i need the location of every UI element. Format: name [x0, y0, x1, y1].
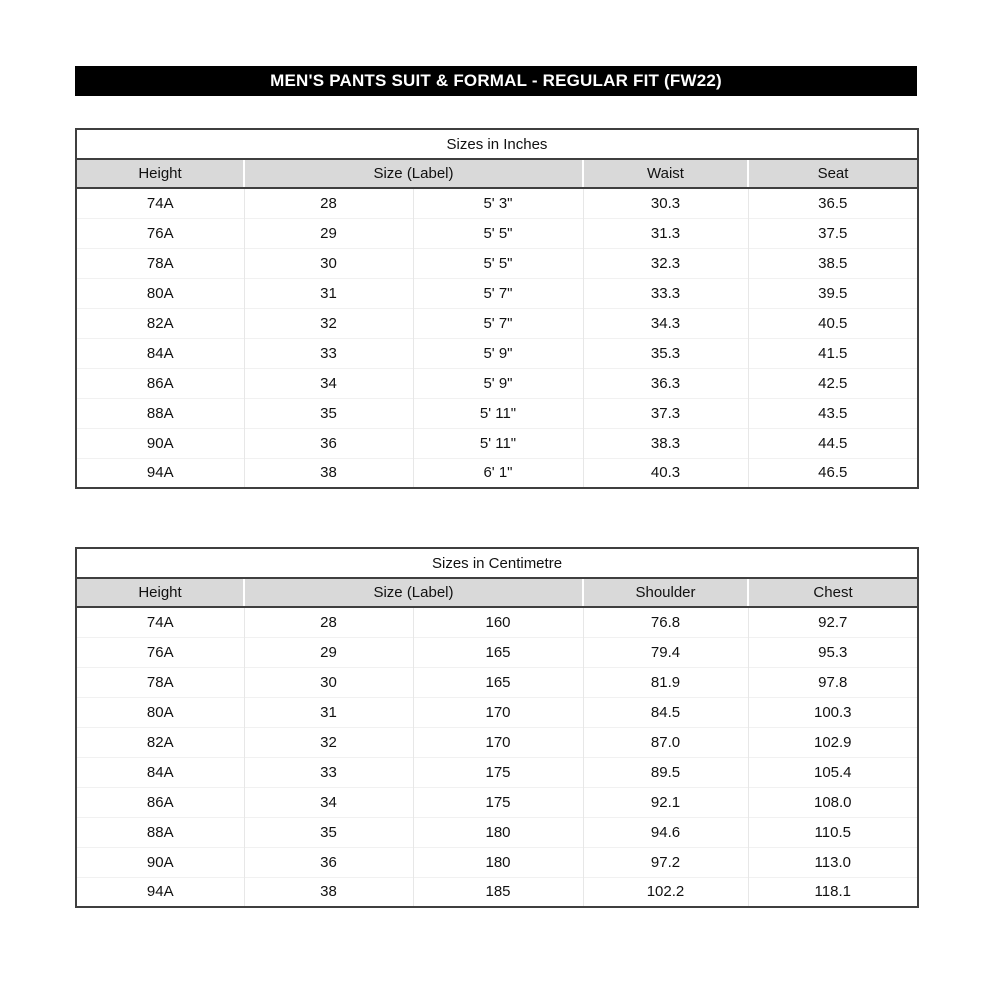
table-row — [76, 458, 918, 488]
table-cell: 31.3 — [583, 218, 748, 248]
table-row — [76, 847, 918, 877]
table-cell: 5' 9" — [413, 338, 583, 368]
table-cell: 82A — [76, 308, 244, 338]
table-cell: 86A — [76, 787, 244, 817]
table-header-row — [76, 578, 918, 607]
table-cell: 79.4 — [583, 637, 748, 667]
table-cell: 84A — [76, 338, 244, 368]
inches-table-body — [76, 188, 918, 488]
table-cell: 165 — [413, 637, 583, 667]
table-cell: 38 — [244, 458, 413, 488]
table-cell: 28 — [244, 607, 413, 637]
table-cell: 35 — [244, 398, 413, 428]
table-cell: 82A — [76, 727, 244, 757]
column-header-chest: Chest — [748, 578, 918, 607]
table-cell: 40.3 — [583, 458, 748, 488]
table-cell: 84A — [76, 757, 244, 787]
table-cell: 39.5 — [748, 278, 918, 308]
table-cell: 35 — [244, 817, 413, 847]
table-cell: 78A — [76, 667, 244, 697]
table-cell: 180 — [413, 847, 583, 877]
table-cell: 34 — [244, 787, 413, 817]
table-cell: 6' 1" — [413, 458, 583, 488]
table-cell: 76A — [76, 637, 244, 667]
table-cell: 33.3 — [583, 278, 748, 308]
table-cell: 32 — [244, 308, 413, 338]
table-cell: 170 — [413, 727, 583, 757]
table-cell: 175 — [413, 787, 583, 817]
table-cell: 30 — [244, 248, 413, 278]
table-cell: 118.1 — [748, 877, 918, 907]
table-cell: 37.3 — [583, 398, 748, 428]
table-row — [76, 667, 918, 697]
table-cell: 78A — [76, 248, 244, 278]
table-cell: 88A — [76, 817, 244, 847]
table-row — [76, 817, 918, 847]
column-header-shoulder: Shoulder — [583, 578, 748, 607]
table-cell: 76A — [76, 218, 244, 248]
table-cell: 102.2 — [583, 877, 748, 907]
table-cell: 102.9 — [748, 727, 918, 757]
table-cell: 30.3 — [583, 188, 748, 218]
table-row — [76, 607, 918, 637]
table-header-row — [76, 159, 918, 188]
table-cell: 92.7 — [748, 607, 918, 637]
table-cell: 38 — [244, 877, 413, 907]
table-cell: 175 — [413, 757, 583, 787]
table-row — [76, 308, 918, 338]
column-header-height: Height — [76, 159, 244, 188]
table-cell: 97.8 — [748, 667, 918, 697]
table-cell: 86A — [76, 368, 244, 398]
table-row — [76, 218, 918, 248]
table-cell: 110.5 — [748, 817, 918, 847]
table-cell: 34.3 — [583, 308, 748, 338]
table-cell: 5' 11" — [413, 398, 583, 428]
table-caption: Sizes in Inches — [76, 129, 918, 159]
table-cell: 5' 5" — [413, 248, 583, 278]
table-cell: 97.2 — [583, 847, 748, 877]
table-caption-row — [76, 129, 918, 159]
table-cell: 5' 5" — [413, 218, 583, 248]
table-cell: 100.3 — [748, 697, 918, 727]
table-cell: 108.0 — [748, 787, 918, 817]
table-cell: 94A — [76, 458, 244, 488]
table-cell: 5' 9" — [413, 368, 583, 398]
centimetre-table — [75, 547, 919, 908]
centimetre-table-body — [76, 607, 918, 907]
table-cell: 29 — [244, 637, 413, 667]
inches-table — [75, 128, 919, 489]
table-row — [76, 248, 918, 278]
table-cell: 30 — [244, 667, 413, 697]
chart-title-bar: MEN'S PANTS SUIT & FORMAL - REGULAR FIT (FW22) — [75, 66, 917, 96]
table-cell: 34 — [244, 368, 413, 398]
table-cell: 74A — [146, 613, 174, 631]
table-cell: 80A — [76, 697, 244, 727]
table-cell: 29 — [244, 218, 413, 248]
table-row — [76, 338, 918, 368]
table-cell: 90A — [76, 428, 244, 458]
table-cell: 31 — [244, 697, 413, 727]
table-row — [76, 428, 918, 458]
size-chart-sheet — [75, 66, 917, 908]
table-row — [76, 757, 918, 787]
table-cell: 44.5 — [748, 428, 918, 458]
table-cell: 95.3 — [748, 637, 918, 667]
table-cell: 94.6 — [583, 817, 748, 847]
table-cell: 41.5 — [748, 338, 918, 368]
table-row — [76, 697, 918, 727]
table-cell: 31 — [244, 278, 413, 308]
table-cell: 165 — [413, 667, 583, 697]
column-header-seat: Seat — [748, 159, 918, 188]
table-cell: 80A — [76, 278, 244, 308]
table-cell: 32.3 — [583, 248, 748, 278]
table-cell: 5' 7" — [413, 278, 583, 308]
table-caption-row — [76, 548, 918, 578]
table-cell: 36.5 — [748, 188, 918, 218]
table-cell: 32 — [244, 727, 413, 757]
table-cell: 42.5 — [748, 368, 918, 398]
table-cell: 160 — [413, 607, 583, 637]
table-cell: 185 — [413, 877, 583, 907]
table-cell: 46.5 — [748, 458, 918, 488]
table-cell: 36 — [244, 847, 413, 877]
column-header-height: Height — [76, 578, 244, 607]
table-caption: Sizes in Centimetre — [76, 548, 918, 578]
table-cell: 88A — [76, 398, 244, 428]
table-cell: 89.5 — [583, 757, 748, 787]
table-cell: 170 — [413, 697, 583, 727]
table-row — [76, 877, 918, 907]
table-cell: 38.5 — [748, 248, 918, 278]
table-cell: 94A — [76, 877, 244, 907]
table-cell: 74A — [146, 194, 174, 212]
table-row — [76, 787, 918, 817]
table-cell: 33 — [244, 338, 413, 368]
table-cell: 40.5 — [748, 308, 918, 338]
table-cell: 5' 3" — [413, 188, 583, 218]
column-header-waist: Waist — [583, 159, 748, 188]
table-cell: 43.5 — [748, 398, 918, 428]
table-cell: 76.8 — [583, 607, 748, 637]
table-row — [76, 398, 918, 428]
table-cell: 113.0 — [748, 847, 918, 877]
table-cell: 28 — [244, 188, 413, 218]
table-cell: 84.5 — [583, 697, 748, 727]
table-cell: 90A — [76, 847, 244, 877]
column-header-size-label: Size (Label) — [244, 159, 583, 188]
table-row — [76, 637, 918, 667]
table-row — [76, 727, 918, 757]
table-row — [76, 188, 918, 218]
table-cell: 105.4 — [748, 757, 918, 787]
table-row — [76, 278, 918, 308]
table-cell: 5' 7" — [413, 308, 583, 338]
table-cell: 37.5 — [748, 218, 918, 248]
table-row — [76, 368, 918, 398]
table-cell: 180 — [413, 817, 583, 847]
table-cell: 87.0 — [583, 727, 748, 757]
table-cell: 5' 11" — [413, 428, 583, 458]
table-cell: 38.3 — [583, 428, 748, 458]
table-cell: 35.3 — [583, 338, 748, 368]
table-cell: 36 — [244, 428, 413, 458]
column-header-size-label: Size (Label) — [244, 578, 583, 607]
table-cell: 33 — [244, 757, 413, 787]
table-cell: 81.9 — [583, 667, 748, 697]
table-cell: 92.1 — [583, 787, 748, 817]
table-cell: 36.3 — [583, 368, 748, 398]
